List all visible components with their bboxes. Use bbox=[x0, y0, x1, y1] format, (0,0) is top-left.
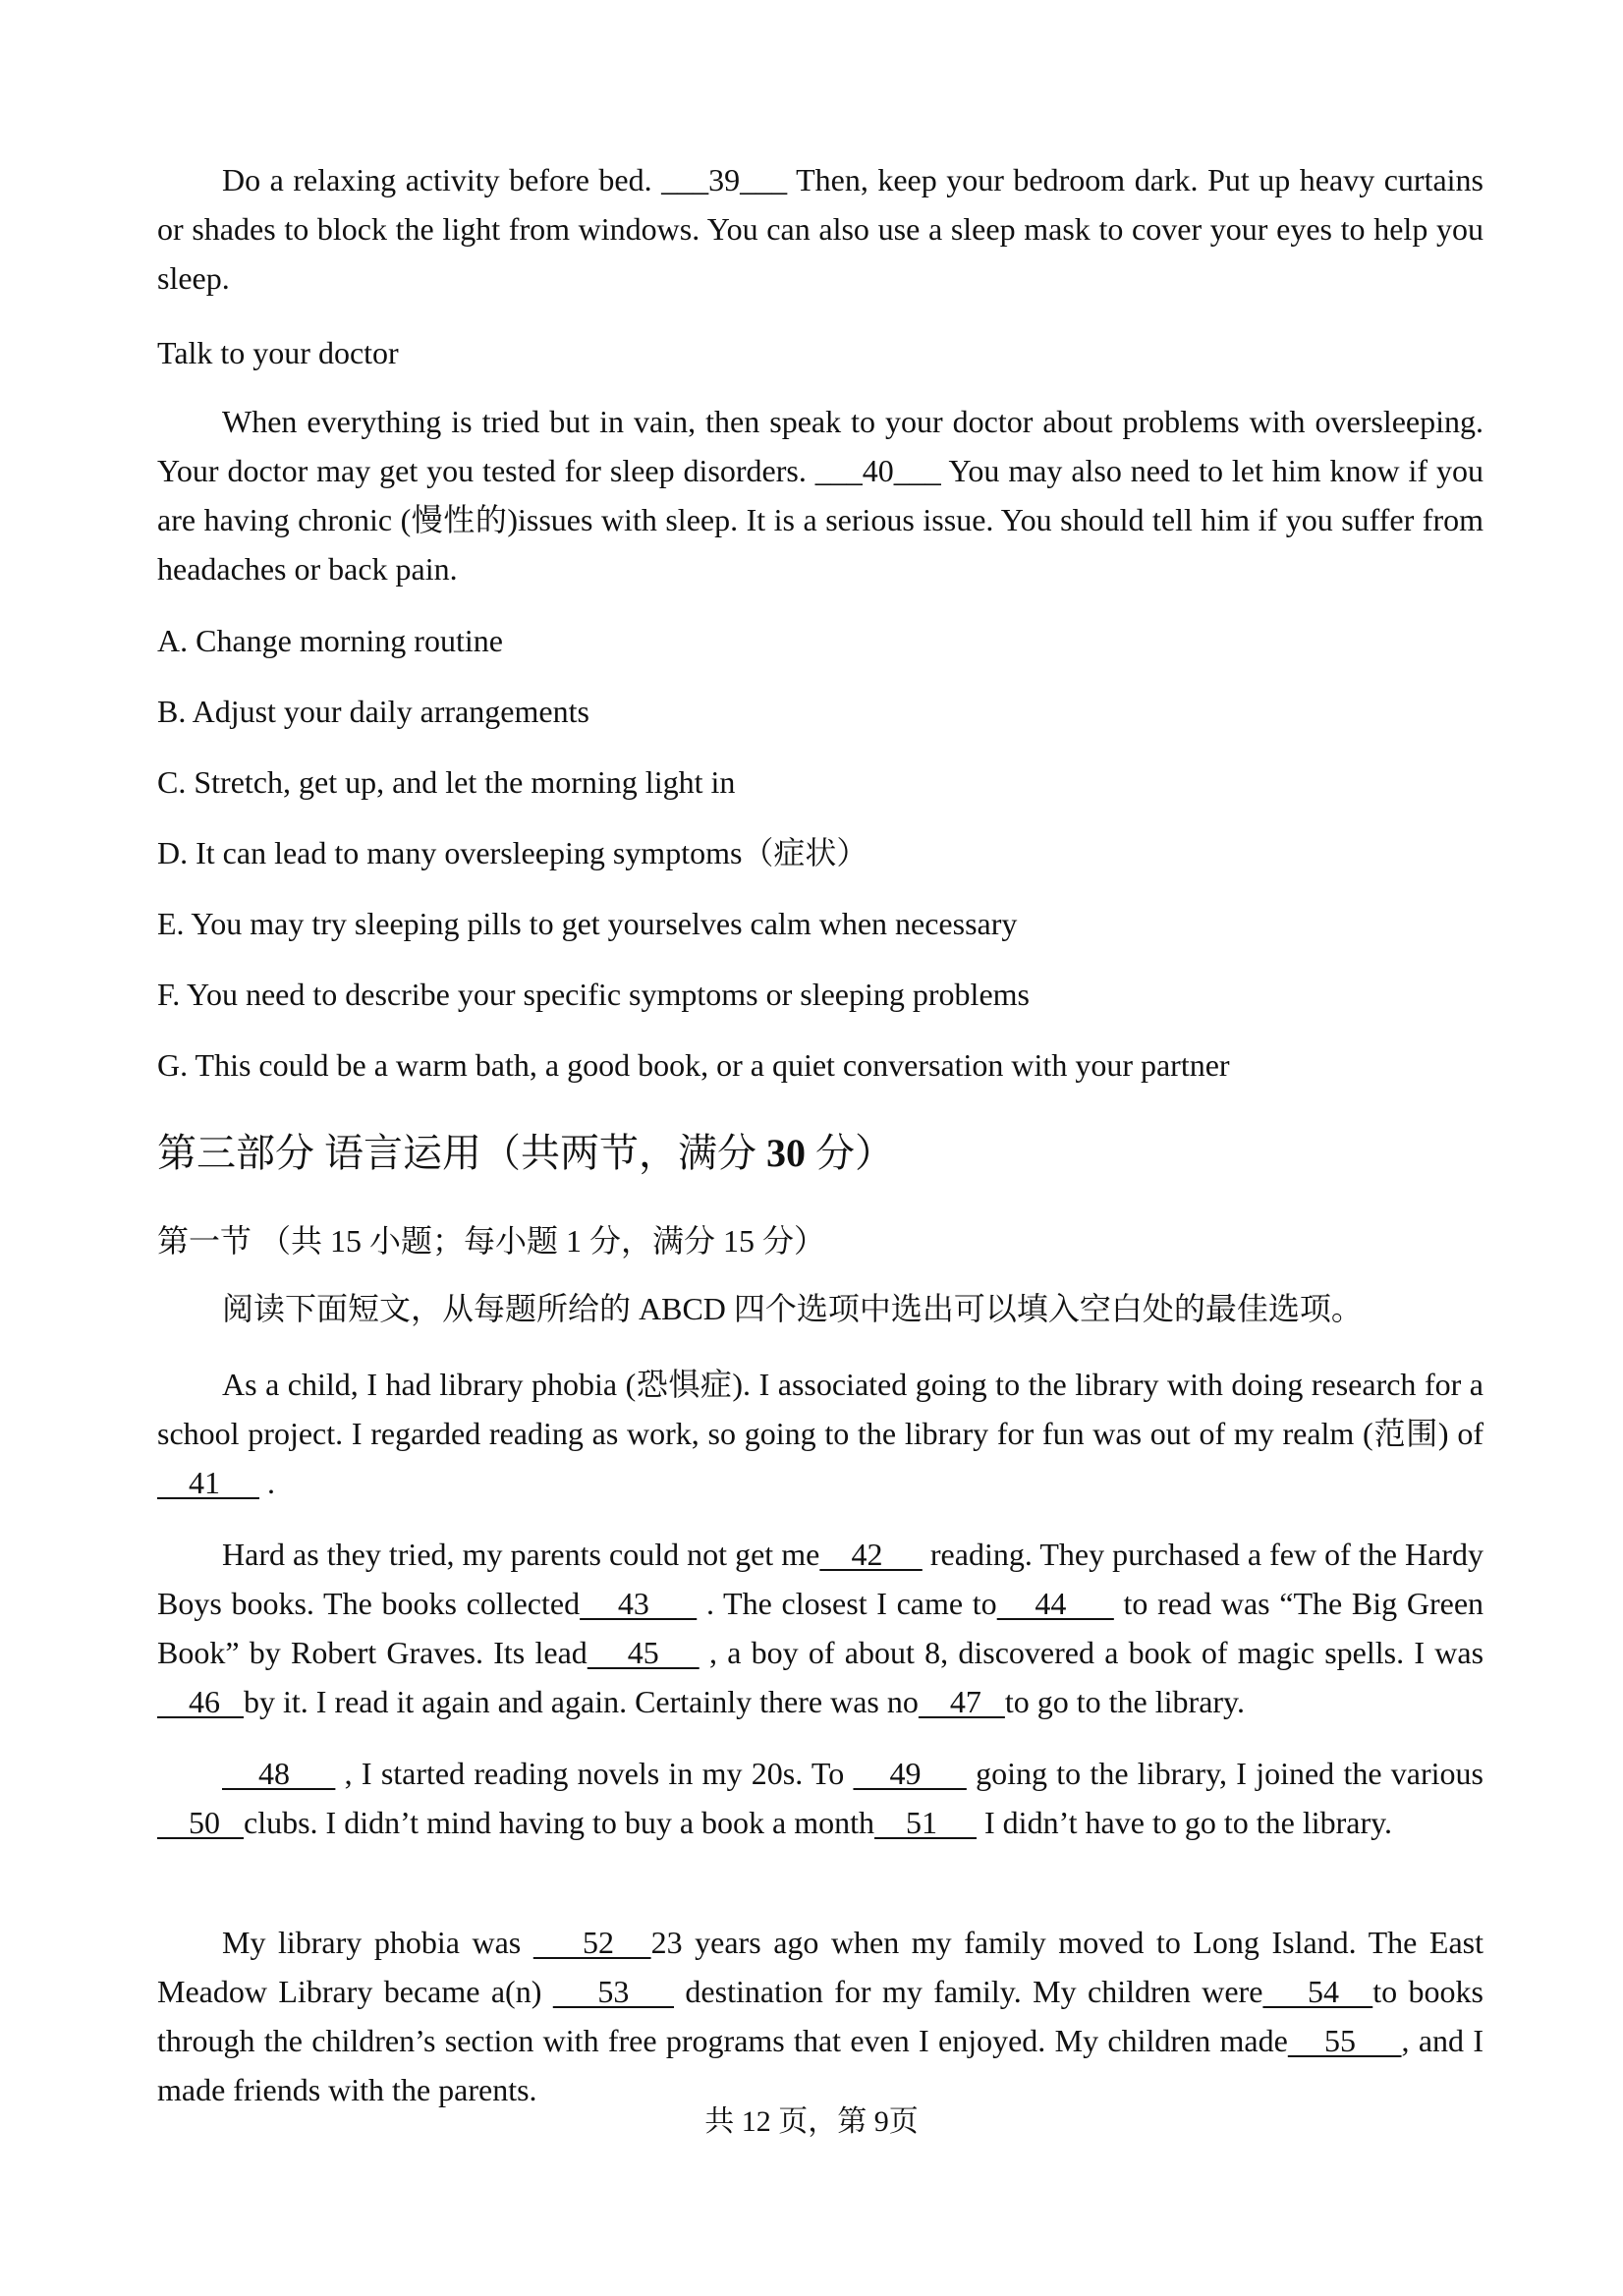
cloze-p1-t2: . bbox=[259, 1465, 275, 1500]
blank-55: 55 bbox=[1287, 2023, 1402, 2058]
page-footer: 共 12 页，第 9页 bbox=[704, 2105, 919, 2138]
cloze-p4-t1: My library phobia was bbox=[222, 1925, 533, 1960]
paragraph-39-text bbox=[157, 155, 1483, 303]
blank-47: 47 bbox=[918, 1684, 1005, 1719]
blank-53: 53 bbox=[552, 1974, 675, 2009]
instruction-block bbox=[157, 1284, 1483, 1333]
p39-text-after: Then, keep your bedroom dark. Put up heavy curtains or shades to block the light from windows. You can also use a sleep mask to cover your eyes to help you sleep. bbox=[157, 162, 1484, 296]
blank-51: 51 bbox=[874, 1805, 978, 1840]
blank-42: 42 bbox=[819, 1537, 923, 1572]
subheading-block bbox=[157, 328, 1483, 377]
option-g: G. This could be a warm bath, a good book, or a quiet conversation with your partner bbox=[157, 1047, 1230, 1083]
cloze-paragraph-3 bbox=[157, 1749, 1483, 1847]
cloze-p3-t3: clubs. I didn’t mind having to buy a book a month bbox=[244, 1805, 875, 1840]
cloze-p4-t4: to books through the children’s section with free programs that even I enjoyed. My children made bbox=[157, 1974, 1483, 2058]
paragraph-40 bbox=[157, 397, 1483, 593]
blank-54: 54 bbox=[1262, 1974, 1373, 2009]
option-c: C. Stretch, get up, and let the morning light in bbox=[157, 764, 736, 800]
cloze-paragraph-1 bbox=[157, 1360, 1483, 1507]
section1-heading-block bbox=[157, 1216, 1483, 1265]
p39-text-before: Do a relaxing activity before bed. bbox=[222, 162, 662, 197]
blank-40: ___40___ bbox=[814, 453, 941, 488]
cloze-p4-text bbox=[157, 1918, 1483, 2114]
cloze-p3-t2: going to the library, I joined the various bbox=[966, 1756, 1484, 1791]
instruction-text: 阅读下面短文，从每题所给的 ABCD 四个选项中选出可以填入空白处的最佳选项。 bbox=[222, 1291, 1363, 1326]
cloze-p2-t7: to go to the library. bbox=[1004, 1684, 1245, 1719]
paragraph-40-text bbox=[157, 397, 1483, 593]
cloze-p4-t3: destination for my family. My children were bbox=[674, 1974, 1263, 2009]
part3-title-a: 第三部分 语言运用（共两节，满分 bbox=[157, 1131, 766, 1175]
cloze-p4-t2: 23 years ago when my family moved to Long Island. The East Meadow Library became a(n) bbox=[157, 1925, 1484, 2009]
cloze-paragraph-4 bbox=[157, 1918, 1483, 2114]
blank-52: 52 bbox=[532, 1925, 651, 1960]
blank-43: 43 bbox=[580, 1586, 698, 1621]
cloze-p2-t6: by it. I read it again and again. Certainly there was no bbox=[244, 1684, 919, 1719]
blank-39: ___39___ bbox=[661, 162, 788, 197]
cloze-p1-t1: As a child, I had library phobia (恐惧症). I associated going to the library with doing research for a school project. I regarded reading as work, so going to the library for fun was out of my realm (范围) of bbox=[157, 1367, 1483, 1451]
cloze-p2-t5: , a boy of about 8, discovered a book of magic spells. I was bbox=[699, 1635, 1484, 1670]
blank-46: 46 bbox=[157, 1684, 244, 1719]
cloze-p3-text bbox=[157, 1749, 1483, 1847]
option-b: B. Adjust your daily arrangements bbox=[157, 694, 589, 729]
cloze-p1-text bbox=[157, 1360, 1483, 1507]
section1-heading: 第一节 （共 15 小题；每小题 1 分，满分 15 分） bbox=[157, 1223, 826, 1259]
option-f: F. You need to describe your specific symptoms or sleeping problems bbox=[157, 977, 1030, 1012]
subheading-talk-to-doctor: Talk to your doctor bbox=[157, 335, 399, 370]
cloze-paragraph-2 bbox=[157, 1530, 1483, 1726]
blank-49: 49 bbox=[853, 1756, 967, 1791]
part3-title-score: 30 bbox=[766, 1131, 806, 1175]
blank-48: 48 bbox=[222, 1756, 336, 1791]
blank-44: 44 bbox=[996, 1586, 1114, 1621]
blank-41: 41 bbox=[157, 1465, 259, 1500]
cloze-p2-t1: Hard as they tried, my parents could not get me bbox=[222, 1537, 820, 1572]
p40-text-before: When everything is tried but in vain, then speak to your doctor about problems with oversleeping. Your doctor may get you tested for sleep disorders. bbox=[157, 404, 1483, 488]
cloze-p3-t4: I didn’t have to go to the library. bbox=[977, 1805, 1393, 1840]
cloze-p2-t4: to read was “The Big Green Book” by Robert Graves. Its lead bbox=[157, 1586, 1484, 1670]
blank-45: 45 bbox=[587, 1635, 700, 1670]
option-e: E. You may try sleeping pills to get yourselves calm when necessary bbox=[157, 906, 1018, 941]
options-list bbox=[157, 616, 1483, 1090]
p40-text-after: You may also need to let him know if you are having chronic (慢性的)issues with sleep. It is a serious issue. You should tell him if you suffer from headaches or back pain. bbox=[157, 453, 1484, 587]
cloze-p2-t2: reading. They purchased a few of the Hardy Boys books. The books collected bbox=[157, 1537, 1484, 1621]
cloze-p2-text bbox=[157, 1530, 1483, 1726]
paragraph-39 bbox=[157, 155, 1483, 303]
part3-heading bbox=[157, 1126, 1483, 1181]
option-d: D. It can lead to many oversleeping symptoms（症状） bbox=[157, 835, 868, 870]
cloze-p2-t3: . The closest I came to bbox=[697, 1586, 997, 1621]
part3-title-b: 分） bbox=[806, 1131, 894, 1175]
cloze-p3-t1: , I started reading novels in my 20s. To bbox=[335, 1756, 854, 1791]
option-a: A. Change morning routine bbox=[157, 623, 503, 658]
blank-50: 50 bbox=[157, 1805, 244, 1840]
part3-title bbox=[157, 1126, 1483, 1181]
cloze-p4-t5: , and I made friends with the parents. bbox=[157, 2023, 1484, 2107]
